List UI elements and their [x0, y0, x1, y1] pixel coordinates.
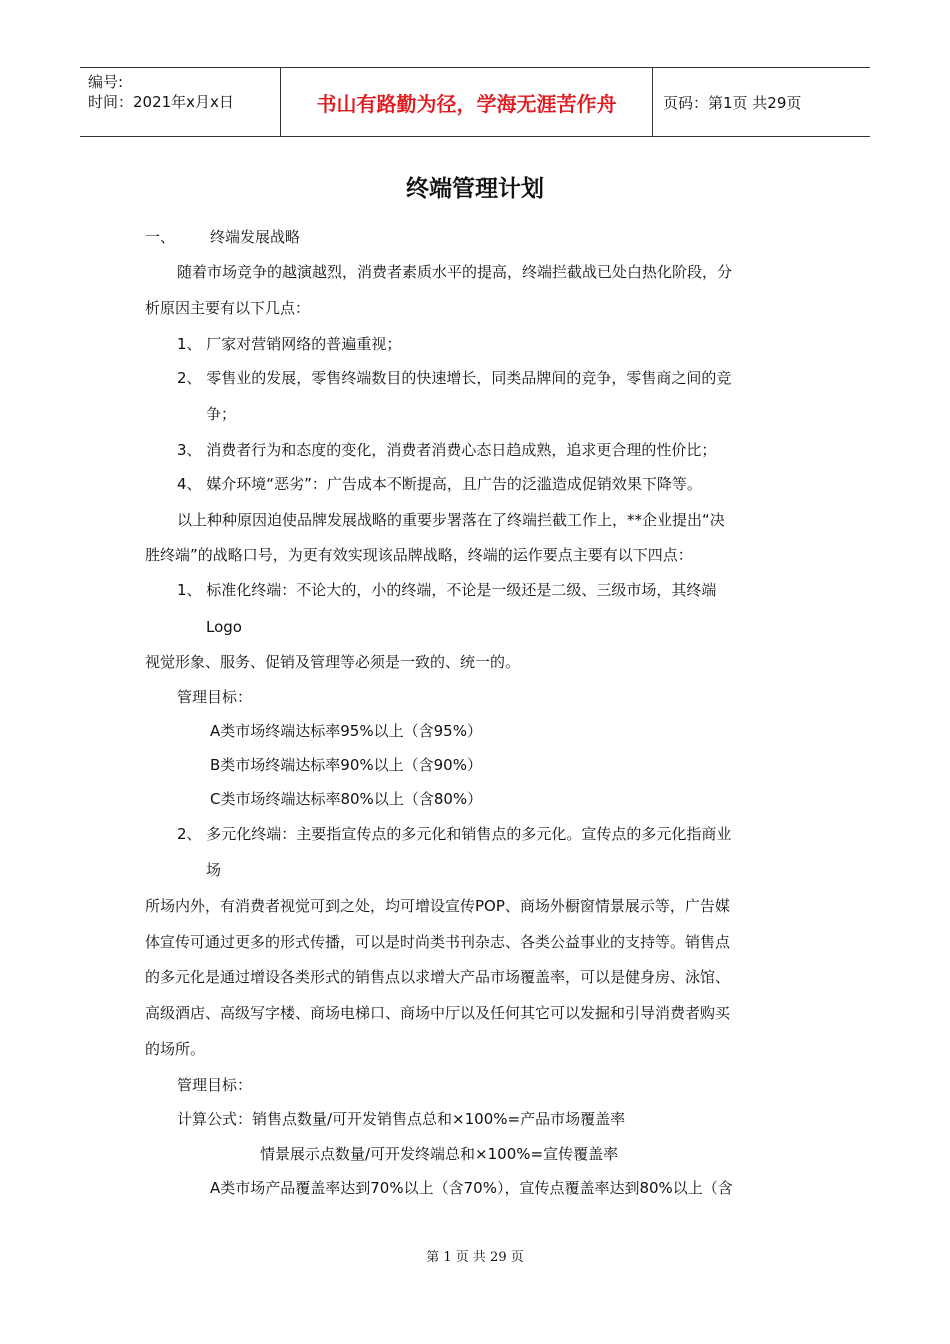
list-item: 3、 消费者行为和态度的变化，消费者消费心态日趋成熟，追求更合理的性价比； — [177, 441, 717, 459]
header-meta — [80, 68, 280, 136]
paragraph-line: 以上种种原因迫使品牌发展战略的重要步署落在了终端拦截工作上，**企业提出“决 — [177, 511, 725, 529]
list-item: 1、 标准化终端：不论大的，小的终端，不论是一级还是二级、三级市场，其终端 — [177, 581, 717, 599]
paragraph-line: 体宣传可通过更多的形式传播，可以是时尚类书刊杂志、各类公益事业的支持等。销售点 — [145, 933, 731, 951]
formula-line: 情景展示点数量/可开发终端总和×100%=宣传覆盖率 — [260, 1145, 619, 1163]
paragraph-line: 的多元化是通过增设各类形式的销售点以求增大产品市场覆盖率，可以是健身房、泳馆、 — [145, 968, 731, 986]
paragraph-line: 视觉形象、服务、促销及管理等必须是一致的、统一的。 — [145, 653, 521, 671]
paragraph-line: 胜终端”的战略口号，为更有效实现该品牌战略，终端的运作要点主要有以下四点： — [145, 546, 693, 564]
target-item: A类市场终端达标率95%以上（含95%） — [210, 722, 482, 740]
management-target-label: 管理目标： — [177, 1076, 253, 1094]
paragraph-line: 高级酒店、高级写字楼、商场电梯口、商场中厅以及任何其它可以发掘和引导消费者购买 — [145, 1004, 731, 1022]
list-item-continuation: Logo — [206, 618, 242, 636]
header-page-info: 页码：第1页 共29页 — [663, 93, 802, 112]
paragraph-line: A类市场产品覆盖率达到70%以上（含70%），宣传点覆盖率达到80%以上（含 — [210, 1179, 733, 1197]
list-item: 2、 多元化终端：主要指宣传点的多元化和销售点的多元化。宣传点的多元化指商业 — [177, 825, 732, 843]
number-label: 编号: — [88, 73, 124, 91]
list-item-continuation: 场 — [206, 861, 222, 879]
paragraph-line: 所场内外，有消费者视觉可到之处，均可增设宣传POP、商场外橱窗情景展示等，广告媒 — [145, 897, 730, 915]
management-target-label: 管理目标： — [177, 688, 253, 706]
paragraph-line: 随着市场竞争的越演越烈，消费者素质水平的提高，终端拦截战已处白热化阶段，分 — [177, 263, 733, 281]
list-item: 4、 媒介环境“恶劣”：广告成本不断提高，且广告的泛滥造成促销效果下降等。 — [177, 475, 702, 493]
time-label: 时间：2021年x月x日 — [88, 93, 234, 111]
section-heading: 终端发展战略 — [210, 228, 301, 246]
formula-line: 计算公式：销售点数量/可开发销售点总和×100%=产品市场覆盖率 — [177, 1110, 626, 1128]
header-motto: 书山有路勤为径，学海无涯苦作舟 — [280, 68, 653, 136]
document-header — [80, 67, 870, 137]
section-heading-number: 一、 — [145, 228, 176, 246]
target-item: B类市场终端达标率90%以上（含90%） — [210, 756, 482, 774]
list-item-continuation: 争； — [206, 405, 237, 423]
list-item: 2、 零售业的发展，零售终端数目的快速增长，同类品牌间的竞争，零售商之间的竞 — [177, 369, 732, 387]
list-item: 1、 厂家对营销网络的普遍重视； — [177, 335, 402, 353]
target-item: C类市场终端达标率80%以上（含80%） — [210, 790, 483, 808]
paragraph-line: 析原因主要有以下几点： — [145, 299, 311, 317]
paragraph-line: 的场所。 — [145, 1040, 206, 1058]
document-title: 终端管理计划 — [406, 176, 544, 202]
page-footer: 第 1 页 共 29 页 — [426, 1250, 524, 1265]
